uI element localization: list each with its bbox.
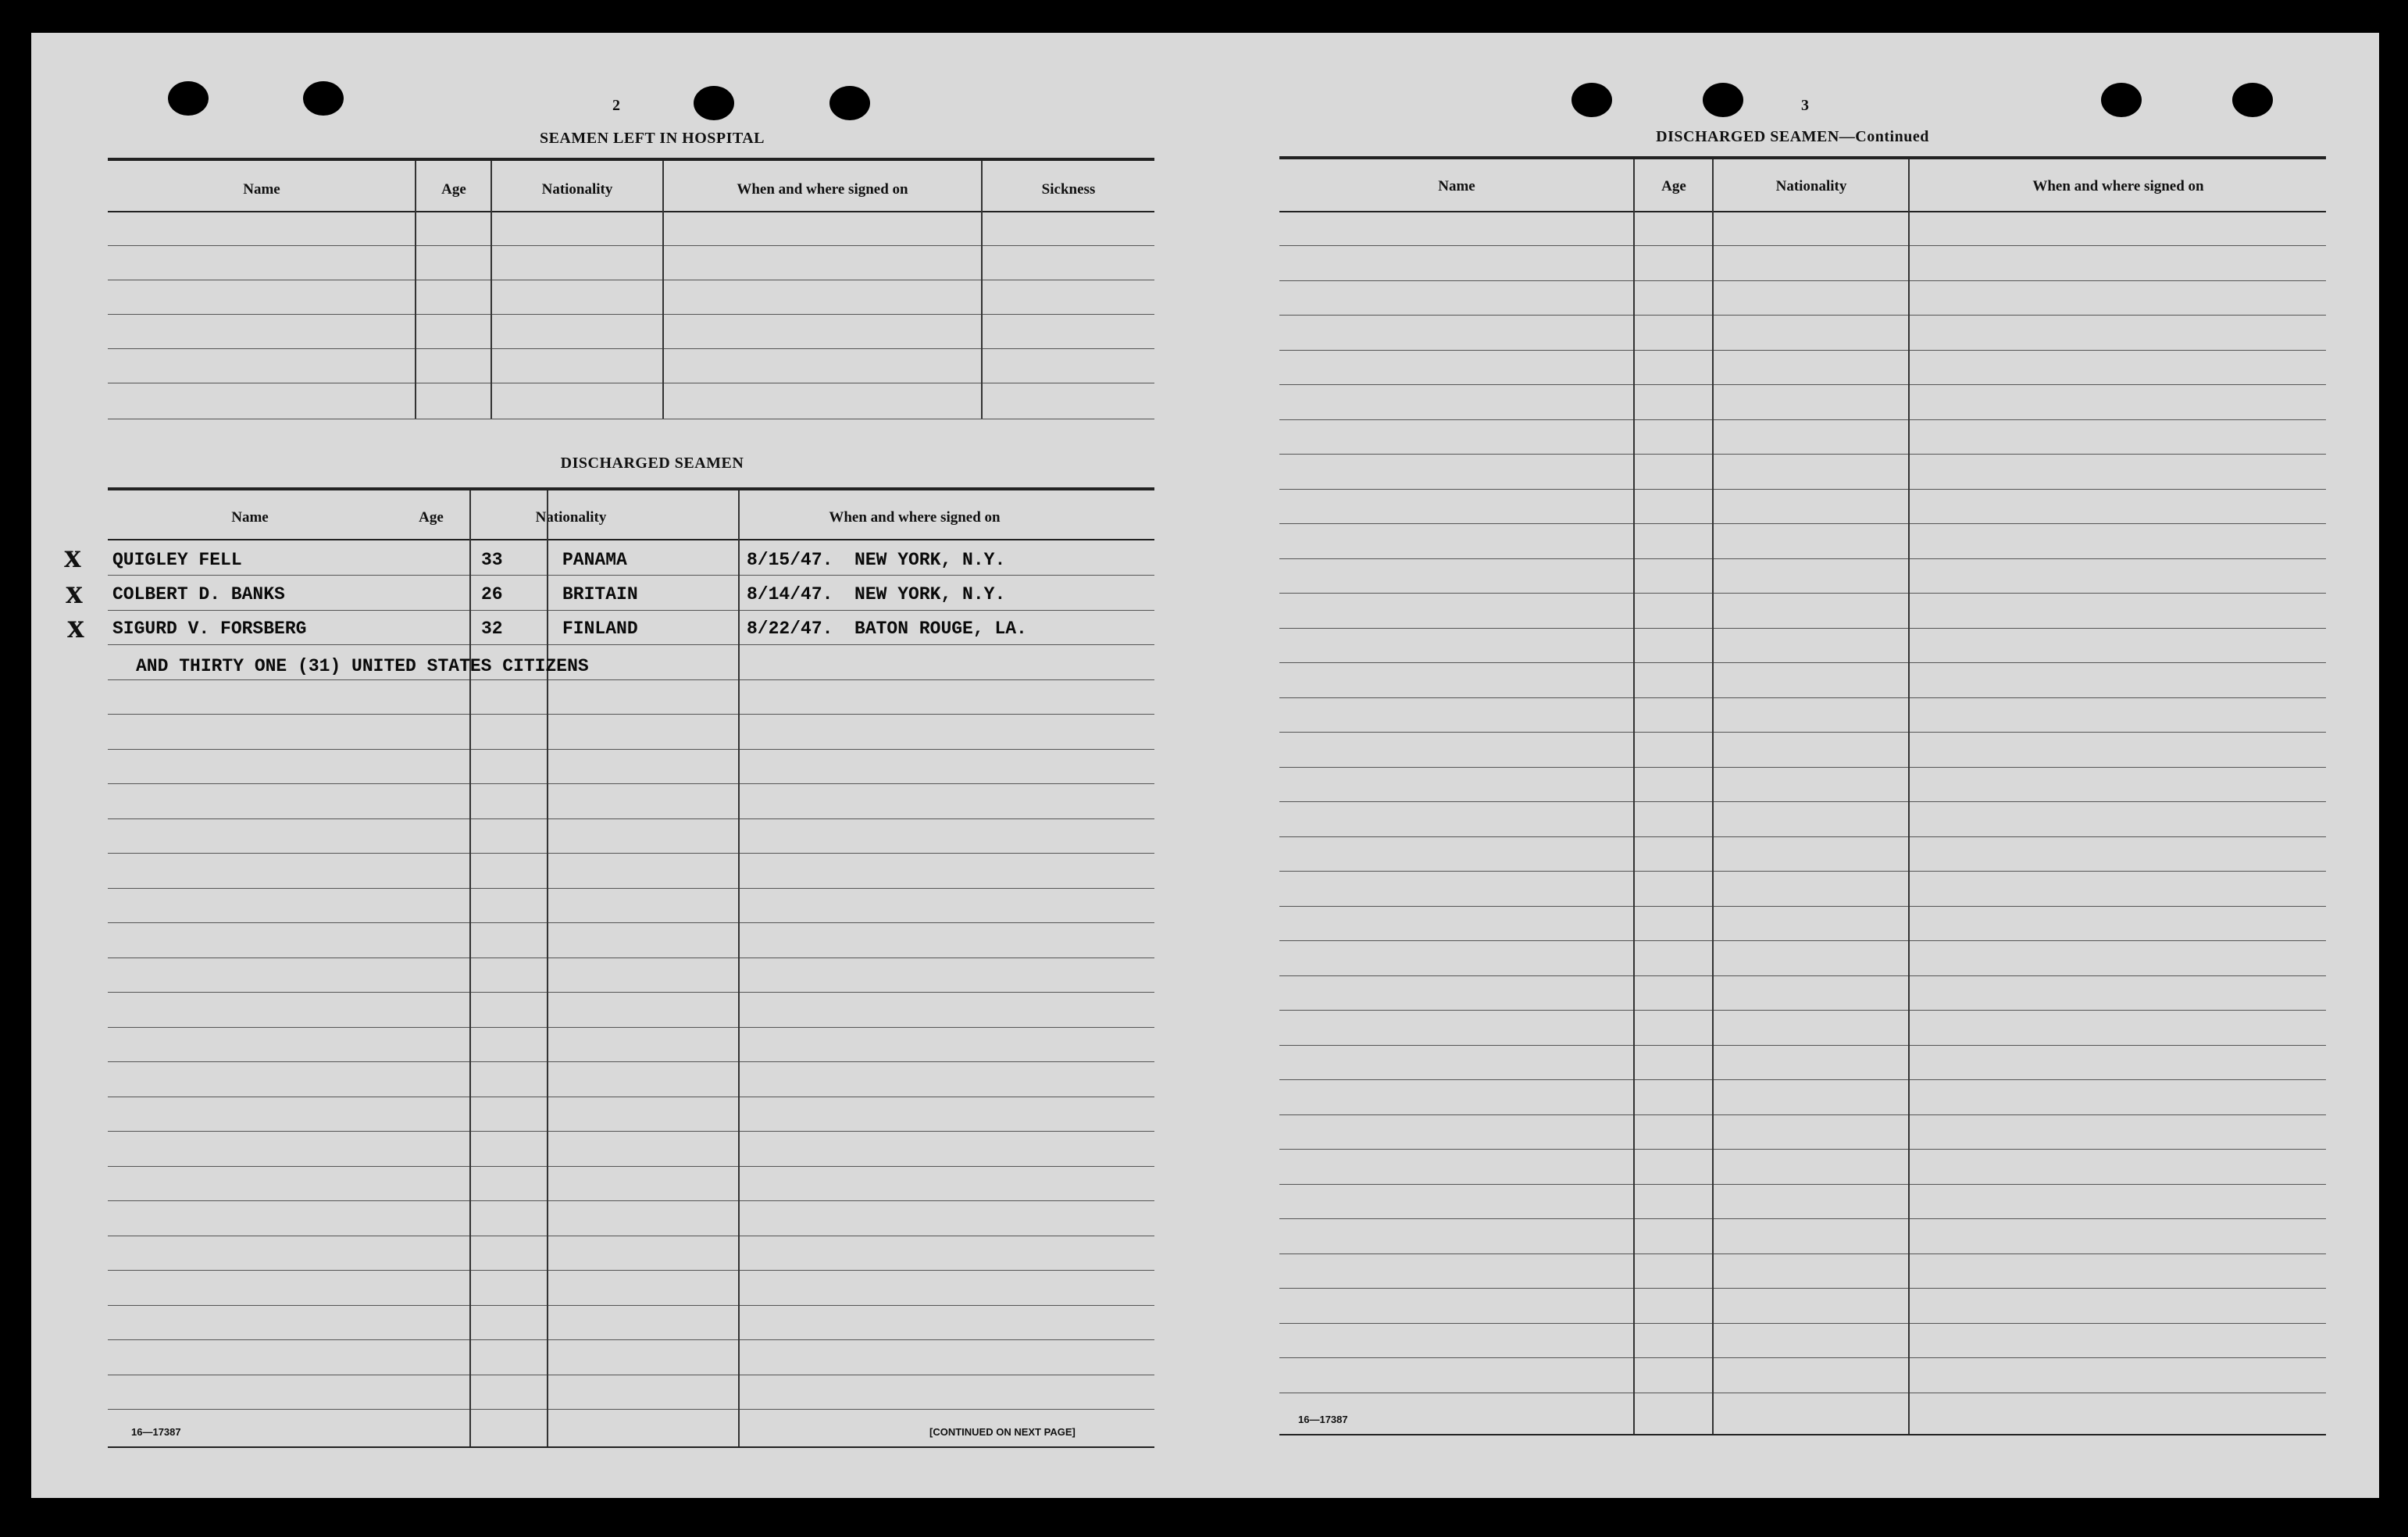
table-line — [1279, 940, 2326, 941]
table-line — [1279, 975, 2326, 976]
column-divider — [547, 490, 548, 1446]
table-line — [1279, 1114, 2326, 1115]
table-bottom-rule — [1279, 1434, 2326, 1435]
table-line — [108, 1131, 1154, 1132]
handwritten-check-mark: x — [67, 607, 84, 645]
punch-hole — [168, 81, 209, 116]
table-line — [1279, 1357, 2326, 1358]
column-divider — [1633, 159, 1635, 1434]
seaman-name: QUIGLEY FELL — [112, 550, 242, 570]
table-line — [108, 314, 1154, 315]
table-line — [108, 1061, 1154, 1062]
table-line — [108, 1270, 1154, 1271]
table-top-rule — [108, 158, 1154, 161]
table-line — [1279, 245, 2326, 246]
seaman-signed-on: 8/15/47. NEW YORK, N.Y. — [747, 550, 1006, 570]
header-rule — [108, 211, 1154, 212]
column-header-name: Name — [243, 181, 280, 198]
column-header-age: Age — [1661, 178, 1686, 194]
table-line — [1279, 1323, 2326, 1324]
continued-note: [CONTINUED ON NEXT PAGE] — [929, 1426, 1076, 1438]
table-line — [108, 922, 1154, 923]
table-line — [1279, 523, 2326, 524]
table-line — [108, 714, 1154, 715]
table-line — [108, 1166, 1154, 1167]
column-divider — [981, 161, 983, 419]
handwritten-check-mark: x — [64, 537, 81, 575]
column-divider — [738, 490, 740, 1446]
page-number: 2 — [612, 97, 620, 114]
seaman-signed-on: 8/14/47. NEW YORK, N.Y. — [747, 584, 1006, 604]
punch-hole — [303, 81, 344, 116]
table-line — [1279, 628, 2326, 629]
column-header-nationality: Nationality — [541, 181, 613, 198]
table-line — [108, 679, 1154, 680]
punch-hole — [829, 86, 870, 120]
table-line — [1279, 697, 2326, 698]
table-line — [1279, 1079, 2326, 1080]
citizens-note: AND THIRTY ONE (31) UNITED STATES CITIZENS — [136, 656, 589, 676]
column-header-name: Name — [231, 509, 269, 526]
hospital-section-title: SEAMEN LEFT IN HOSPITAL — [539, 130, 765, 147]
table-line — [1279, 767, 2326, 768]
column-header-nationality: Nationality — [1775, 178, 1847, 194]
document-sheet — [31, 33, 2379, 1498]
form-number: 16—17387 — [1298, 1414, 1348, 1425]
table-line — [1279, 1253, 2326, 1254]
table-line — [1279, 1218, 2326, 1219]
punch-hole — [1571, 83, 1612, 117]
punch-hole — [694, 86, 734, 120]
column-header-age: Age — [419, 509, 444, 526]
handwritten-check-mark: x — [66, 572, 83, 611]
table-line — [108, 1200, 1154, 1201]
column-divider — [415, 161, 416, 419]
table-line — [108, 783, 1154, 784]
punch-hole — [2101, 83, 2142, 117]
table-line — [108, 888, 1154, 889]
table-line — [108, 1027, 1154, 1028]
table-line — [1279, 280, 2326, 281]
table-line — [1279, 836, 2326, 837]
table-line — [1279, 1149, 2326, 1150]
column-header-signed-on: When and where signed on — [2032, 178, 2204, 194]
table-line — [1279, 593, 2326, 594]
seaman-age: 32 — [481, 619, 503, 639]
seaman-age: 26 — [481, 584, 503, 604]
form-number: 16—17387 — [131, 1426, 181, 1438]
column-header-age: Age — [441, 181, 466, 198]
table-bottom-rule — [108, 1446, 1154, 1448]
table-line — [1279, 454, 2326, 455]
column-divider — [469, 490, 471, 1446]
seaman-signed-on: 8/22/47. BATON ROUGE, LA. — [747, 619, 1027, 639]
discharged-continued-title: DISCHARGED SEAMEN—Continued — [1656, 128, 1929, 145]
table-line — [1279, 558, 2326, 559]
column-divider — [491, 161, 492, 419]
left-page — [31, 33, 1179, 1498]
table-line — [108, 644, 1154, 645]
seaman-nationality: PANAMA — [562, 550, 627, 570]
column-divider — [1712, 159, 1714, 1434]
table-line — [1279, 1288, 2326, 1289]
column-divider — [1908, 159, 1910, 1434]
table-line — [1279, 1045, 2326, 1046]
table-line — [1279, 489, 2326, 490]
header-rule — [108, 539, 1154, 540]
column-header-signed-on: When and where signed on — [737, 181, 908, 198]
page-number: 3 — [1801, 97, 1809, 114]
table-line — [1279, 315, 2326, 316]
seaman-nationality: FINLAND — [562, 619, 638, 639]
table-line — [1279, 662, 2326, 663]
table-top-rule — [1279, 156, 2326, 159]
table-top-rule — [108, 487, 1154, 490]
seaman-nationality: BRITAIN — [562, 584, 638, 604]
column-divider — [662, 161, 664, 419]
table-line — [108, 575, 1154, 576]
table-line — [1279, 801, 2326, 802]
seaman-age: 33 — [481, 550, 503, 570]
table-line — [108, 245, 1154, 246]
seaman-name: COLBERT D. BANKS — [112, 584, 285, 604]
discharged-section-title: DISCHARGED SEAMEN — [560, 455, 744, 472]
table-line — [108, 348, 1154, 349]
column-header-nationality: Nationality — [535, 509, 607, 526]
table-line — [1279, 906, 2326, 907]
header-rule — [1279, 211, 2326, 212]
table-line — [108, 749, 1154, 750]
right-page — [1250, 33, 2379, 1498]
table-line — [108, 1305, 1154, 1306]
column-header-signed-on: When and where signed on — [829, 509, 1001, 526]
column-header-name: Name — [1438, 178, 1475, 194]
table-line — [1279, 871, 2326, 872]
table-line — [108, 992, 1154, 993]
table-line — [108, 818, 1154, 819]
table-line — [108, 1409, 1154, 1410]
column-header-sickness: Sickness — [1041, 181, 1096, 198]
table-line — [1279, 1010, 2326, 1011]
table-line — [1279, 384, 2326, 385]
table-line — [108, 1339, 1154, 1340]
table-line — [1279, 419, 2326, 420]
table-line — [1279, 732, 2326, 733]
punch-hole — [1703, 83, 1743, 117]
table-line — [1279, 1184, 2326, 1185]
table-line — [1279, 350, 2326, 351]
punch-hole — [2232, 83, 2273, 117]
seaman-name: SIGURD V. FORSBERG — [112, 619, 307, 639]
table-line — [108, 610, 1154, 611]
table-line — [108, 853, 1154, 854]
